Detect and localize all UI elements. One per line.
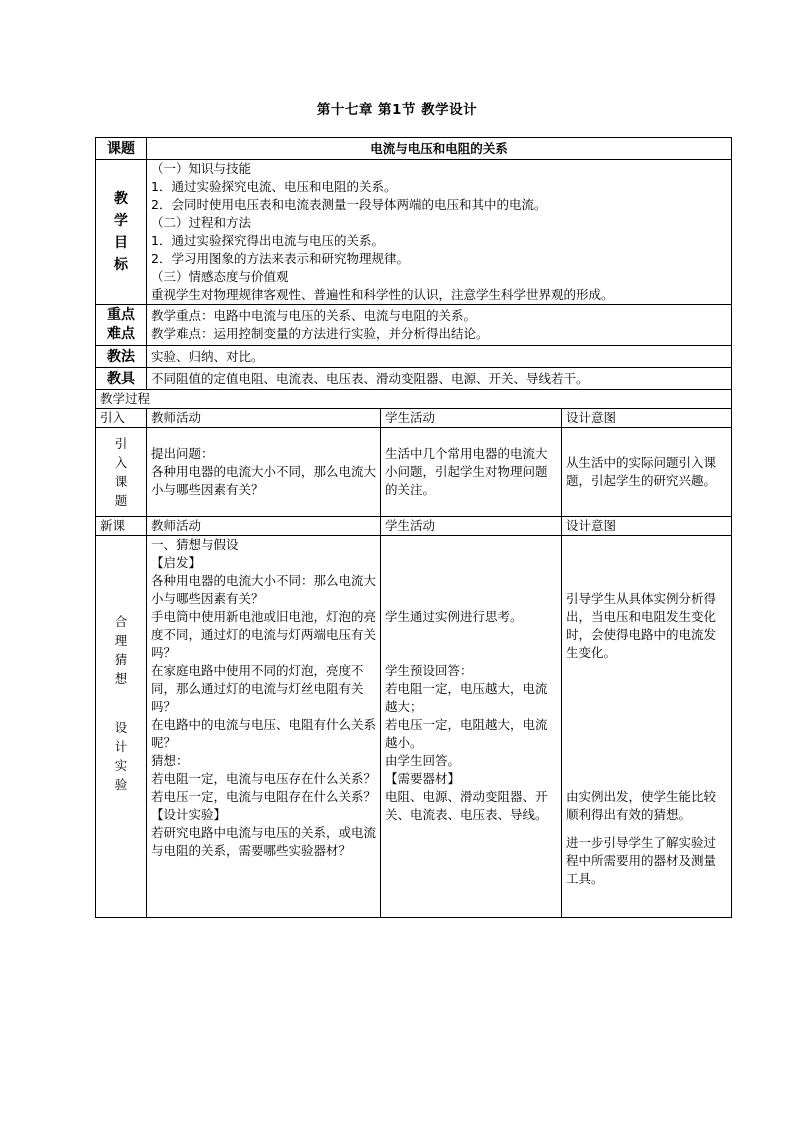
new-lesson-row — [96, 536, 732, 918]
new-teacher-line: 【启发】 — [151, 555, 202, 570]
new-design-header: 设计意图 — [562, 517, 732, 536]
topic-label: 课题 — [96, 138, 147, 160]
tools-row — [96, 368, 732, 390]
objective-line: （一）知识与技能 — [151, 161, 252, 176]
objectives-label-char: 学 — [114, 213, 128, 229]
difficult-label: 难点 — [107, 326, 135, 342]
method-label: 教法 — [96, 346, 147, 368]
new-teacher-line: 【设计实验】 — [151, 807, 227, 822]
intro-stage-char: 课 — [114, 474, 128, 489]
student-answer: 由学生回答。 — [385, 753, 461, 768]
objective-line: 1．通过实验探究电流、电压和电阻的关系。 — [151, 179, 397, 194]
objective-line: 2．学习用图象的方法来表示和研究物理规律。 — [151, 251, 409, 266]
new-student-header: 学生活动 — [381, 517, 562, 536]
design-note: 进一步引导学生了解实验过程中所需要用的器材及测量工具。 — [566, 835, 717, 886]
tools-label: 教具 — [96, 368, 147, 390]
new-teacher-line: 若研究电路中电流与电压的关系，或电流与电阻的关系，需要哪些实验器材？ — [151, 825, 377, 858]
new-stage-char: 想 — [114, 671, 128, 686]
new-stage-char: 猜 — [114, 652, 128, 667]
intro-student-header: 学生活动 — [381, 409, 562, 428]
student-answer: 若电压一定，电阻越大，电流越小。 — [385, 717, 548, 750]
intro-stage-char: 题 — [114, 493, 128, 508]
new-design — [562, 536, 732, 918]
intro-stage-char: 引 — [114, 436, 128, 451]
student-equipment: 电阻、电源、滑动变阻器、开关、电流表、电压表、导线。 — [385, 789, 548, 822]
key-points-label — [96, 305, 147, 346]
objectives-label-char: 标 — [114, 257, 128, 273]
key-points-content — [147, 305, 732, 346]
new-stage-char: 验 — [114, 777, 128, 792]
new-stage-char: 合 — [114, 614, 128, 629]
difficult-point: 教学难点：运用控制变量的方法进行实验，并分析得出结论。 — [151, 326, 489, 341]
new-teacher-line: 在电路中的电流与电压、电阻有什么关系呢？ — [151, 717, 377, 750]
new-teacher — [147, 536, 381, 918]
new-teacher-line: 手电筒中使用新电池或旧电池，灯泡的亮度不同，通过灯的电流与灯两端电压有关吗？ — [151, 609, 377, 660]
intro-stage — [96, 428, 147, 517]
objective-line: （二）过程和方法 — [151, 215, 252, 230]
topic-row — [96, 138, 732, 160]
process-label: 教学过程 — [96, 390, 732, 409]
objective-line: 2．会同时使用电压表和电流表测量一段导体两端的电压和其中的电流。 — [151, 197, 547, 212]
tools-value: 不同阻值的定值电阻、电流表、电压表、滑动变阻器、电源、开关、导线若干。 — [147, 368, 732, 390]
method-row — [96, 346, 732, 368]
objective-line: 重视学生对物理规律客观性、普遍性和科学性的认识，注意学生科学世界观的形成。 — [151, 287, 614, 302]
intro-teacher-line: 提出问题： — [151, 446, 214, 461]
new-stage-char: 设 — [114, 720, 128, 735]
new-teacher-line: 一、猜想与假设 — [151, 537, 239, 552]
topic-value: 电流与电压和电阻的关系 — [147, 138, 732, 160]
intro-teacher-header: 教师活动 — [147, 409, 381, 428]
new-teacher-line: 各种用电器的电流大小不同：那么电流大小与哪些因素有关？ — [151, 573, 377, 606]
method-value: 实验、归纳、对比。 — [147, 346, 732, 368]
intro-student: 生活中几个常用电器的电流大小问题，引起学生对物理问题的关注。 — [381, 428, 562, 517]
key-points-row — [96, 305, 732, 346]
process-row — [96, 390, 732, 409]
new-teacher-line: 若电压一定，电流与电阻存在什么关系？ — [151, 789, 377, 804]
design-note: 由实例出发，使学生能比较顺利得出有效的猜想。 — [566, 789, 717, 822]
intro-design-header: 设计意图 — [562, 409, 732, 428]
new-stage-char: 计 — [114, 739, 128, 754]
objectives-label — [96, 160, 147, 305]
objectives-row — [96, 160, 732, 305]
objective-line: 1．通过实验探究得出电流与电压的关系。 — [151, 233, 384, 248]
page-title: 第十七章 第1节 教学设计 — [316, 102, 478, 118]
intro-teacher — [147, 428, 381, 517]
design-note: 引导学生从具体实例分析得出，当电压和电阻发生变化时，会使得电路中的电流发生变化。 — [566, 591, 717, 660]
intro-stage-char: 入 — [114, 455, 128, 470]
student-answer-title: 学生预设回答： — [385, 663, 473, 678]
intro-design: 从生活中的实际问题引入课题，引起学生的研究兴趣。 — [562, 428, 732, 517]
new-teacher-line: 若电阻一定，电流与电压存在什么关系？ — [151, 771, 377, 786]
new-stage-char: 理 — [114, 633, 128, 648]
new-lesson-header-row — [96, 517, 732, 536]
key-point: 教学重点：电路中电流与电压的关系、电流与电阻的关系。 — [151, 308, 477, 323]
new-teacher-line: 在家庭电路中使用不同的灯泡，亮度不同，那么通过灯的电流与灯丝电阻有关吗？ — [151, 663, 364, 714]
new-stage-char: 实 — [114, 758, 128, 773]
new-stage — [96, 536, 147, 918]
student-think: 学生通过实例进行思考。 — [385, 609, 523, 624]
new-teacher-header: 教师活动 — [147, 517, 381, 536]
student-equipment-title: 【需要器材】 — [385, 771, 461, 786]
new-stage-header: 新课 — [96, 517, 147, 536]
objectives-label-char: 目 — [114, 235, 128, 251]
student-answer: 若电阻一定，电压越大，电流越大； — [385, 681, 548, 714]
intro-row — [96, 428, 732, 517]
objectives-content — [147, 160, 732, 305]
intro-header-row — [96, 409, 732, 428]
lesson-plan-table — [95, 137, 732, 918]
intro-teacher-line: 各种用电器的电流大小不同，那么电流大小与哪些因素有关？ — [151, 464, 377, 497]
new-student — [381, 536, 562, 918]
new-teacher-line: 猜想： — [151, 753, 189, 768]
objective-line: （三）情感态度与价值观 — [151, 269, 289, 284]
objectives-label-char: 教 — [114, 191, 128, 207]
key-label: 重点 — [107, 307, 135, 323]
intro-stage-header: 引入 — [96, 409, 147, 428]
